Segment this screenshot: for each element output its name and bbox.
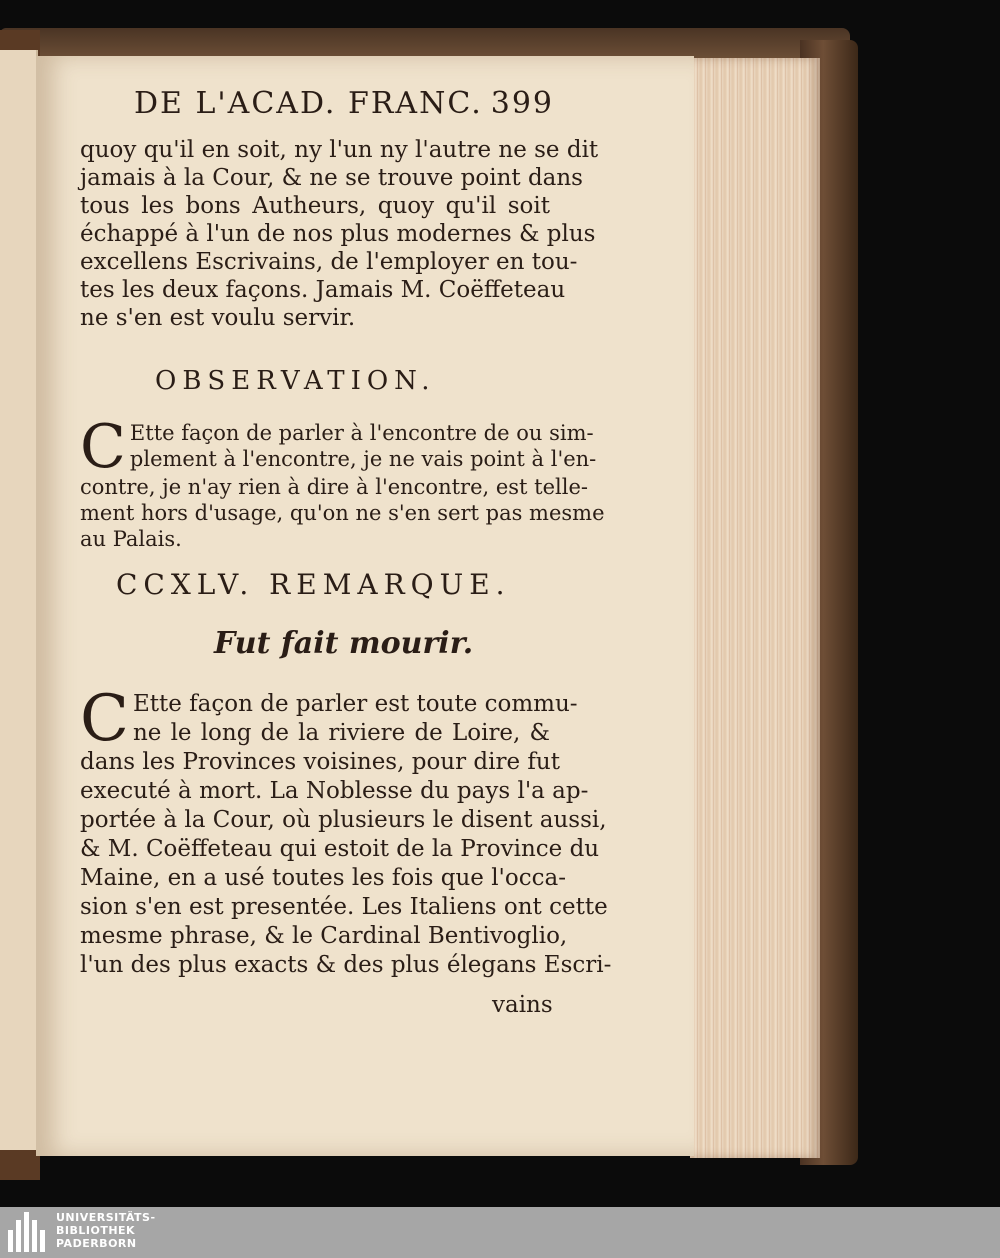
library-logo-icon: [8, 1212, 50, 1252]
left-page-edge: [0, 50, 38, 1150]
text-line: Ette façon de parler à l'encontre de ou sim-: [129, 421, 594, 445]
drop-cap: C: [80, 412, 126, 482]
drop-cap: C: [80, 682, 129, 756]
text-line: ne s'en est voulu servir.: [80, 305, 356, 331]
text-line: contre, je n'ay rien à dire à l'encontre, est telle-: [80, 475, 588, 499]
library-footer-bar: [0, 1207, 1000, 1258]
observation-paragraph: [80, 412, 605, 552]
catchword: vains: [492, 992, 553, 1018]
text-line: quoy qu'il en soit, ny l'un ny l'autre ne se dit: [80, 137, 599, 163]
text-line: tous les bons Autheurs, quoy qu'il soit: [80, 193, 550, 219]
text-line: portée à la Cour, où plusieurs le disent aussi,: [80, 807, 607, 833]
page-number: 399: [490, 86, 554, 121]
remarque-paragraph: [80, 682, 612, 980]
text-line: échappé à l'un de nos plus modernes & plus: [80, 221, 596, 247]
text-line: executé à mort. La Noblesse du pays l'a ap-: [80, 778, 589, 804]
text-line: sion s'en est presentée. Les Italiens ont cette: [80, 894, 608, 920]
running-header: [134, 86, 554, 121]
text-line: excellens Escrivains, de l'employer en tou-: [80, 249, 578, 275]
text-block-1: [80, 136, 599, 332]
library-name-line: BIBLIOTHEK: [56, 1224, 136, 1237]
book-top-binding: [0, 28, 850, 58]
text-line: ment hors d'usage, qu'on ne s'en sert pas mesme: [80, 501, 605, 525]
text-line: dans les Provinces voisines, pour dire fut: [80, 749, 560, 775]
observation-heading: OBSERVATION.: [155, 366, 436, 396]
text-line: ne le long de la riviere de Loire, &: [132, 720, 550, 746]
text-line: au Palais.: [80, 527, 182, 551]
library-name: [56, 1211, 156, 1250]
running-title: DE L'ACAD. FRANC.: [134, 86, 483, 121]
text-line: & M. Coëffeteau qui estoit de la Province du: [80, 836, 600, 862]
remarque-subheading: Fut fait mourir.: [214, 626, 474, 661]
text-line: Maine, en a usé toutes les fois que l'occa-: [80, 865, 566, 891]
page-edges: [690, 58, 820, 1158]
text-line: plement à l'encontre, je ne vais point à l'en-: [129, 447, 597, 471]
text-line: jamais à la Cour, & ne se trouve point dans: [80, 165, 583, 191]
remarque-heading: CCXLV. REMARQUE.: [116, 568, 511, 601]
text-line: mesme phrase, & le Cardinal Bentivoglio,: [80, 923, 568, 949]
text-line: tes les deux façons. Jamais M. Coëffeteau: [80, 277, 566, 303]
text-line: l'un des plus exacts & des plus élegans Escri-: [80, 952, 612, 978]
library-name-line: PADERBORN: [56, 1237, 137, 1250]
library-name-line: UNIVERSITÄTS-: [56, 1211, 156, 1224]
text-line: Ette façon de parler est toute commu-: [132, 691, 578, 717]
